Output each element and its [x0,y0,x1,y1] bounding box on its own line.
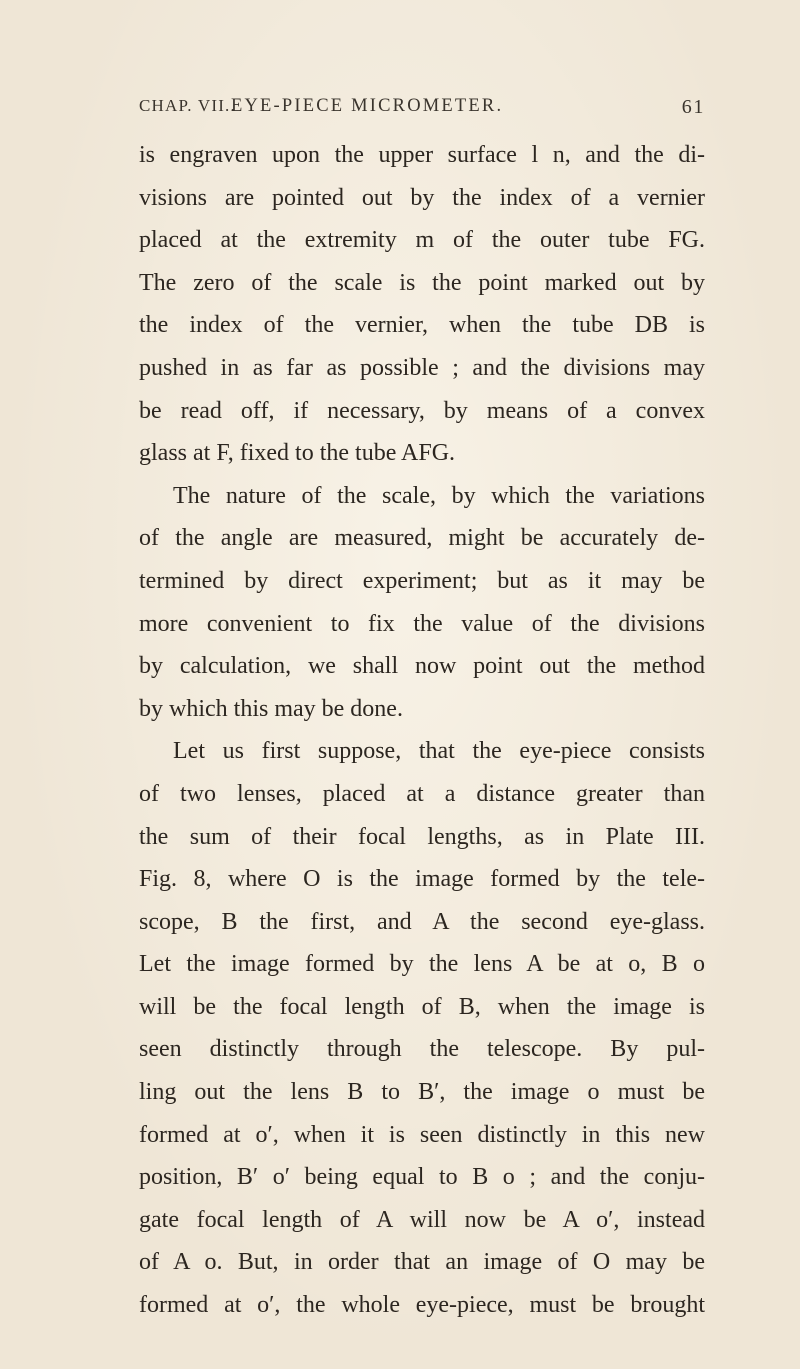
text-line: gate focal length of A will now be A o′, instead [139,1206,705,1233]
text-line: ling out the lens B to B′, the image o must be [139,1079,705,1106]
section-title: EYE-PIECE MICROMETER. [231,96,504,116]
running-head [139,96,705,126]
text-line: formed at o′, the whole eye-piece, must be brought [139,1292,705,1319]
text-line: by calculation, we shall now point out the method [139,653,705,680]
text-line: Fig. 8, where O is the image formed by the tele- [139,866,705,893]
text-line: be read off, if necessary, by means of a convex [139,397,705,424]
text-line: will be the focal length of B, when the image is [139,993,705,1020]
page-number: 61 [681,96,705,118]
text-line: of the angle are measured, might be accurately de- [139,525,705,552]
text-line: formed at o′, when it is seen distinctly in this new [139,1121,705,1148]
text-line: The zero of the scale is the point marked out by [139,269,705,296]
text-line: the sum of their focal lengths, as in Plate III. [139,823,705,850]
text-line: Let us first suppose, that the eye-piece consists [173,738,705,765]
text-line: pushed in as far as possible ; and the divisions may [139,354,705,381]
text-line: Let the image formed by the lens A be at o, B o [139,951,705,978]
text-line: visions are pointed out by the index of a vernier [139,184,705,211]
text-line: is engraven upon the upper surface l n, and the di- [139,142,705,168]
text-line: termined by direct experiment; but as it may be [139,567,705,594]
text-line: placed at the extremity m of the outer tube FG. [139,227,705,254]
text-line: more convenient to fix the value of the divisions [139,610,705,637]
chapter-label: CHAP. VII.. [139,96,236,115]
body-text [139,134,705,1327]
text-line: scope, B the first, and A the second eye-glass. [139,908,705,935]
text-line: of A o. But, in order that an image of O may be [139,1249,705,1276]
text-line: glass at F, fixed to the tube AFG. [139,440,456,467]
text-line: The nature of the scale, by which the variations [173,482,705,509]
text-line: position, B′ o′ being equal to B o ; and the conju- [139,1164,705,1191]
text-line: seen distinctly through the telescope. By pul- [139,1036,705,1063]
text-line: the index of the vernier, when the tube DB is [139,312,705,339]
text-line: by which this may be done. [139,695,403,722]
text-line: of two lenses, placed at a distance greater than [139,780,705,807]
